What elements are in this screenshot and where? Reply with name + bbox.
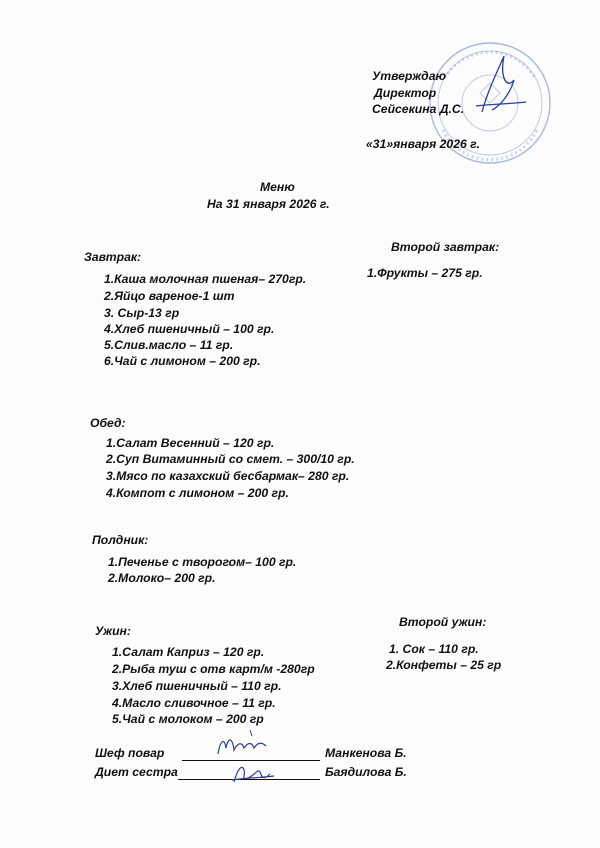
list-item: 4.Масло сливочное – 11 гр. — [112, 696, 276, 710]
list-item: 1.Фрукты – 275 гр. — [367, 266, 483, 280]
approval-director-name: Сейсекина Д.С. — [372, 102, 465, 116]
diet-nurse-handwritten-signature — [228, 758, 278, 788]
chef-label: Шеф повар — [95, 746, 165, 760]
approval-block — [372, 68, 464, 118]
list-item: 4.Хлеб пшеничный – 100 гр. — [104, 322, 275, 336]
list-item: 2.Яйцо вареное-1 шт — [104, 289, 235, 303]
list-item: 6.Чай с лимоном – 200 гр. — [104, 354, 261, 368]
list-item: 1. Сок – 110 гр. — [389, 642, 479, 656]
list-item: 2.Конфеты – 25 гр — [386, 658, 502, 672]
list-item: 2.Суп Витаминный со смет. – 300/10 гр. — [106, 452, 355, 466]
list-item: 4.Компот с лимоном – 200 гр. — [106, 486, 289, 500]
list-item: 3.Хлеб пшеничный – 110 гр. — [112, 679, 282, 693]
diet-nurse-label: Диет сестра — [95, 765, 178, 779]
list-item: 2.Рыба туш с отв карт/м -280гр — [112, 662, 315, 676]
second-breakfast-heading: Второй завтрак: — [391, 240, 500, 254]
list-item: 1.Салат Весенний – 120 гр. — [106, 436, 275, 450]
list-item: 5.Чай с молоком – 200 гр — [112, 712, 264, 726]
list-item: 5.Слив.масло – 11 гр. — [104, 338, 234, 352]
director-signature — [470, 50, 530, 120]
diet-nurse-name: Баядилова Б. — [325, 765, 407, 779]
list-item: 1.Каша молочная пшеная– 270гр. — [104, 272, 307, 286]
lunch-heading: Обед: — [90, 416, 126, 430]
approval-date: «31»января 2026 г. — [366, 137, 480, 151]
chef-handwritten-signature — [212, 728, 272, 762]
chef-name: Манкенова Б. — [325, 746, 407, 760]
list-item: 3.Мясо по казахский бесбармак– 280 гр. — [106, 469, 350, 483]
list-item: 3. Сыр-13 гр — [104, 306, 180, 320]
dinner-heading: Ужин: — [95, 624, 131, 638]
snack-heading: Полдник: — [92, 533, 149, 547]
breakfast-heading: Завтрак: — [84, 250, 142, 264]
approval-position: Директор — [374, 85, 437, 100]
approval-approve: Утверждаю — [372, 69, 447, 83]
list-item: 2.Молоко– 200 гр. — [108, 571, 216, 585]
menu-date: На 31 января 2026 г. — [207, 197, 330, 211]
second-dinner-heading: Второй ужин: — [399, 615, 487, 629]
list-item: 1.Салат Каприз – 120 гр. — [112, 645, 265, 659]
menu-title: Меню — [260, 180, 295, 194]
list-item: 1.Печенье с творогом– 100 гр. — [108, 555, 297, 569]
